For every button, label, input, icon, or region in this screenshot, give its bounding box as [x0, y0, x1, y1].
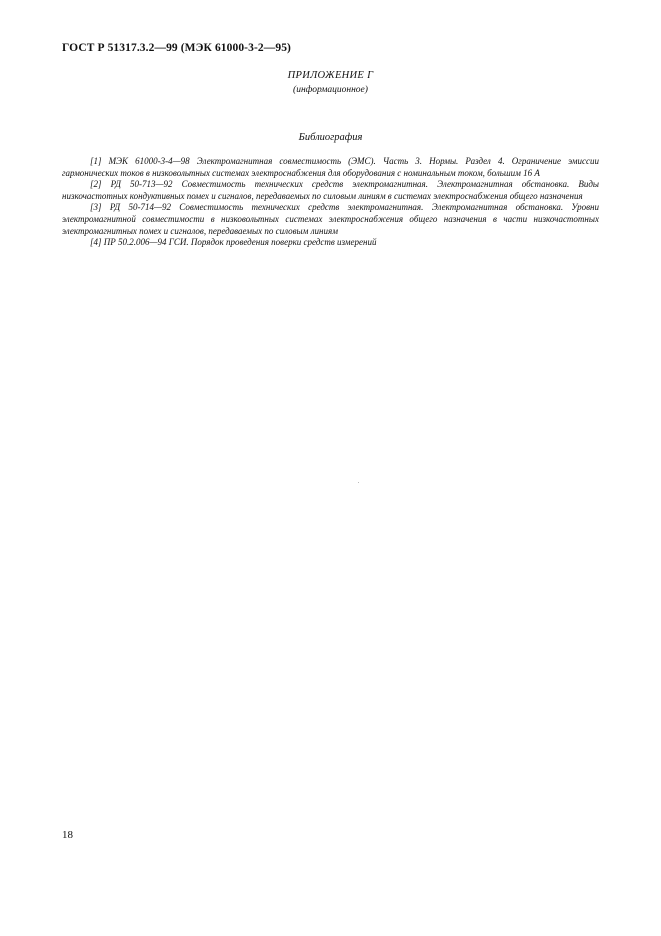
- page-number: 18: [62, 829, 73, 841]
- scan-speck: [358, 482, 359, 483]
- appendix-subtitle: (информационное): [293, 85, 368, 95]
- bibliography-title: Библиография: [298, 132, 363, 143]
- document-designation: ГОСТ Р 51317.3.2—99 (МЭК 61000-3-2—95): [62, 42, 291, 54]
- bibliography-item-4: [4] ПР 50.2.006—94 ГСИ. Порядок проведения поверки средств измерений: [90, 237, 377, 248]
- bibliography-item-3: [3] РД 50-714—92 Совместимость технических средств электромагнитная. Электромагнитная обстановка. Уровни электромагнитной совместимости в низковольтных системах электроснабжения общего назначения в части низкочастотных электромагнитных помех и сигналов, передаваемых по силовым линиям: [62, 202, 599, 236]
- bibliography-item-2: [2] РД 50-713—92 Совместимость технических средств электромагнитная. Электромагнитная обстановка. Виды низкочастотных кондуктивных помех и сигналов, передаваемых по силовым линиям в системах электроснабжения общего назначения: [62, 179, 599, 201]
- bibliography-item-1: [1] МЭК 61000-3-4—98 Электромагнитная совместимость (ЭМС). Часть 3. Нормы. Раздел 4. Ограничение эмиссии гармонических токов в низковольтных системах электроснабжения для оборудования с номинальным током, большим 16 А: [62, 156, 599, 178]
- appendix-title: ПРИЛОЖЕНИЕ Г: [287, 70, 374, 81]
- bibliography-list: [62, 156, 599, 249]
